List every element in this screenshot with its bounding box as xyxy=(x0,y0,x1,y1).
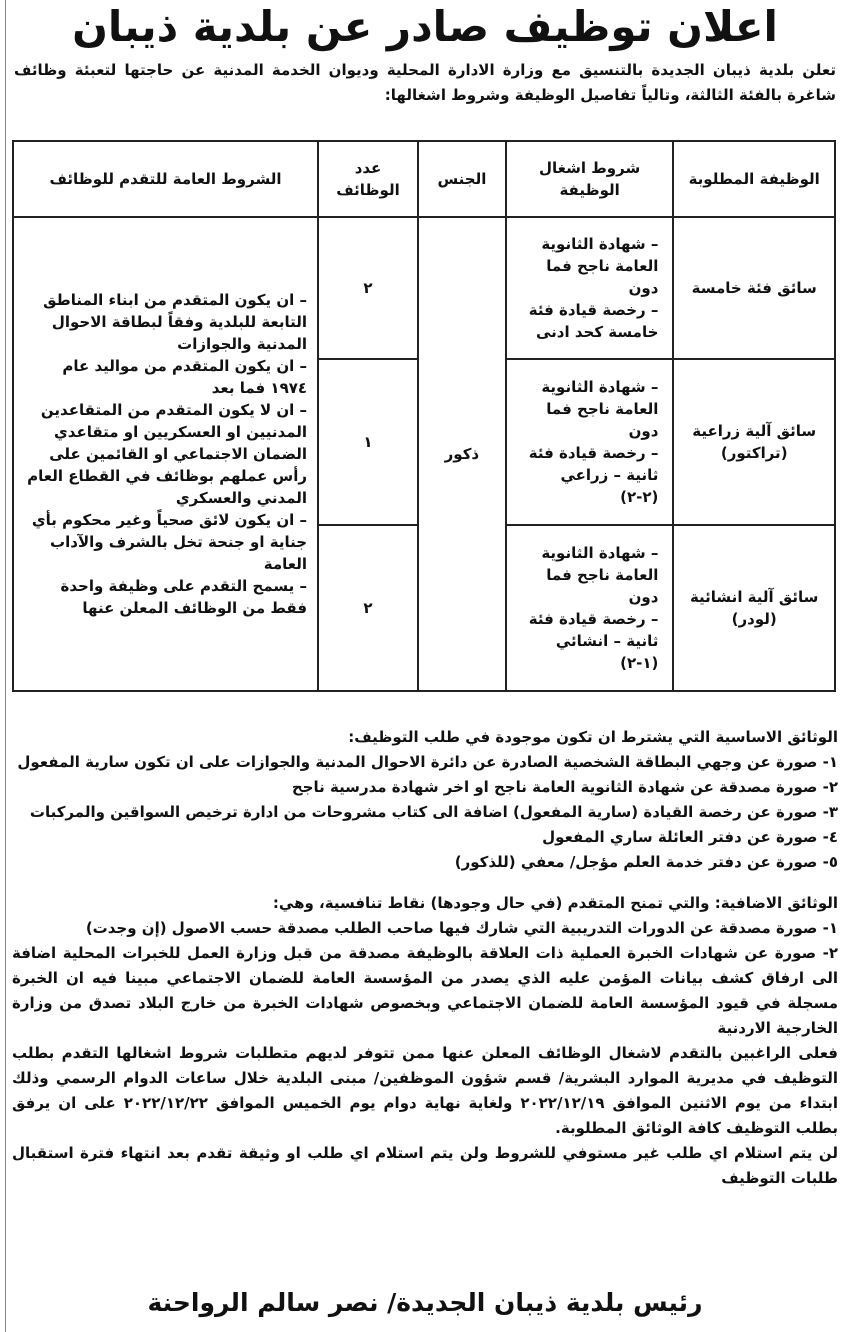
job-count-cell: ٢ xyxy=(318,217,418,359)
page-edge-rule xyxy=(5,0,6,1332)
requirements-cell xyxy=(506,359,674,525)
requirement-line: ثانية – انشائي xyxy=(555,632,659,650)
basic-doc-item: ٣- صورة عن رخصة القيادة (سارية المفعول) اضافة الى كتاب مشروحات من ادارة ترخيص السواقين والمركبات xyxy=(29,803,838,821)
job-count-cell: ١ xyxy=(318,359,418,525)
requirement-line: دون xyxy=(628,422,659,440)
extra-docs-heading: الوثائق الاضافية: والتي تمنح المتقدم (في حال وجودها) نقاط تنافسية، وهي: xyxy=(272,894,838,912)
jobs-table xyxy=(12,140,836,692)
gender-cell: ذكور xyxy=(418,217,506,691)
requirement-line: – شهادة الثانوية xyxy=(541,235,659,253)
job-title-cell: سائق فئة خامسة xyxy=(673,217,835,359)
jobs-table-header-row xyxy=(13,141,835,217)
requirement-line: – رخصة قيادة فئة xyxy=(528,301,659,319)
basic-doc-item: ١- صورة عن وجهي البطاقة الشخصية الصادرة عن دائرة الاحوال المدنية والجوازات على ان تكون سارية المفعول xyxy=(17,753,838,771)
job-count-cell: ٢ xyxy=(318,525,418,691)
header-gender: الجنس xyxy=(418,141,506,217)
requirement-line: العامة ناجح فما xyxy=(546,566,659,584)
basic-docs-heading: الوثائق الاساسية التي يشترط ان تكون موجودة في طلب التوظيف: xyxy=(348,728,838,746)
requirement-line: – رخصة قيادة فئة xyxy=(528,444,659,462)
basic-doc-item: ٥- صورة عن دفتر خدمة العلم مؤجل/ معفي (للذكور) xyxy=(454,853,838,871)
requirement-line: (١-٢) xyxy=(620,654,659,672)
notice-paragraph: لن يتم استلام اي طلب غير مستوفي للشروط ولن يتم استلام اي طلب او وثيقة تقدم بعد انتهاء فترة استقبال طلبات التوظيف xyxy=(12,1144,838,1187)
requirements-cell xyxy=(506,525,674,691)
general-conditions-cell xyxy=(13,217,318,691)
requirement-line: ثانية – زراعي xyxy=(560,466,659,484)
intro-paragraph: تعلن بلدية ذيبان الجديدة بالتنسيق مع وزارة الادارة المحلية وديوان الخدمة المدنية عن حاجتها لتعبئة وظائف شاغرة بالفئة الثالثة، وتالياً تفاصيل الوظيفة وشروط اشغالها: xyxy=(14,61,836,104)
requirement-line: العامة ناجح فما xyxy=(546,257,659,275)
documents-section xyxy=(12,725,838,1191)
header-job: الوظيفة المطلوبة xyxy=(673,141,835,217)
header-requirements: شروط اشغال الوظيفة xyxy=(506,141,674,217)
requirement-line: دون xyxy=(628,279,659,297)
requirement-line: العامة ناجح فما xyxy=(546,400,659,418)
announcement-title: اعلان توظيف صادر عن بلدية ذيبان xyxy=(72,2,778,51)
header-general-conditions: الشروط العامة للتقدم للوظائف xyxy=(13,141,318,217)
general-condition: – ان يكون المتقدم من مواليد عام ١٩٧٤ فما بعد xyxy=(62,357,308,397)
table-row xyxy=(13,217,835,359)
section-gap xyxy=(12,875,838,891)
signature-line: رئيس بلدية ذيبان الجديدة/ نصر سالم الرواحنة xyxy=(147,1288,703,1317)
requirement-line: خامسة كحد ادنى xyxy=(536,323,659,341)
extra-doc-item: ٢- صورة عن شهادات الخبرة العملية ذات العلاقة بالوظيفة مصدقة من قبل وزارة العمل للخبرات المحلية اضافة الى ارفاق كشف بيانات المؤمن عليه الذي يصدر من المؤسسة العامة للضمان الاجتماعي مبينا فيه ان الخبرة مسجلة في قيود المؤسسة العامة للضمان الاجتماعي وبخصوص شهادات الخبرة من خارج البلاد تصدق من وزارة الخارجية الاردنية xyxy=(12,944,838,1037)
general-condition: – ان لا يكون المتقدم من المتقاعدين المدنيين او العسكريين او متقاعدي الضمان الاجتماعي او القائمين على رأس عملهم بوظائف في القطاع العام المدني والعسكري xyxy=(27,401,308,507)
general-condition: – ان يكون لائق صحياً وغير محكوم بأي جناية او جنحة تخل بالشرف والآداب العامة xyxy=(31,511,308,573)
basic-doc-item: ٤- صورة عن دفتر العائلة ساري المفعول xyxy=(542,828,838,846)
job-title-cell: سائق آلية زراعية (تراكتور) xyxy=(673,359,835,525)
requirement-line: – شهادة الثانوية xyxy=(541,544,659,562)
requirement-line: دون xyxy=(628,588,659,606)
job-title-cell: سائق آلية انشائية (لودر) xyxy=(673,525,835,691)
requirement-line: – شهادة الثانوية xyxy=(541,378,659,396)
requirement-line: – رخصة قيادة فئة xyxy=(528,610,659,628)
application-paragraph: فعلى الراغبين بالتقدم لاشغال الوظائف المعلن عنها ممن تتوفر لديهم متطلبات شروط اشغالها التقدم بطلب التوظيف في مديرية الموارد البشرية/ قسم شؤون الموظفين/ مبنى البلدية خلال ساعات الدوام الرسمي وذلك ابتداء من يوم الاثنين الموافق ٢٠٢٢/١٢/١٩ ولغاية نهاية دوام يوم الخميس الموافق ٢٠٢٢/١٢/٢٢ على ان يرفق بطلب التوظيف كافة الوثائق المطلوبة. xyxy=(12,1044,839,1137)
requirement-line: (٢-٢) xyxy=(620,488,659,506)
requirements-cell xyxy=(506,217,674,359)
header-count: عدد الوظائف xyxy=(318,141,418,217)
general-condition: – يسمح التقدم على وظيفة واحدة فقط من الوظائف المعلن عنها xyxy=(60,577,308,617)
basic-doc-item: ٢- صورة مصدقة عن شهادة الثانوية العامة ناجح او اخر شهادة مدرسية ناجح xyxy=(291,778,838,796)
extra-doc-item: ١- صورة مصدقة عن الدورات التدريبية التي شارك فيها صاحب الطلب مصدقة حسب الاصول (إن وجدت) xyxy=(85,919,838,937)
general-condition: – ان يكون المتقدم من ابناء المناطق التابعة للبلدية وفقاً لبطاقة الاحوال المدنية والجوازات xyxy=(43,291,308,353)
